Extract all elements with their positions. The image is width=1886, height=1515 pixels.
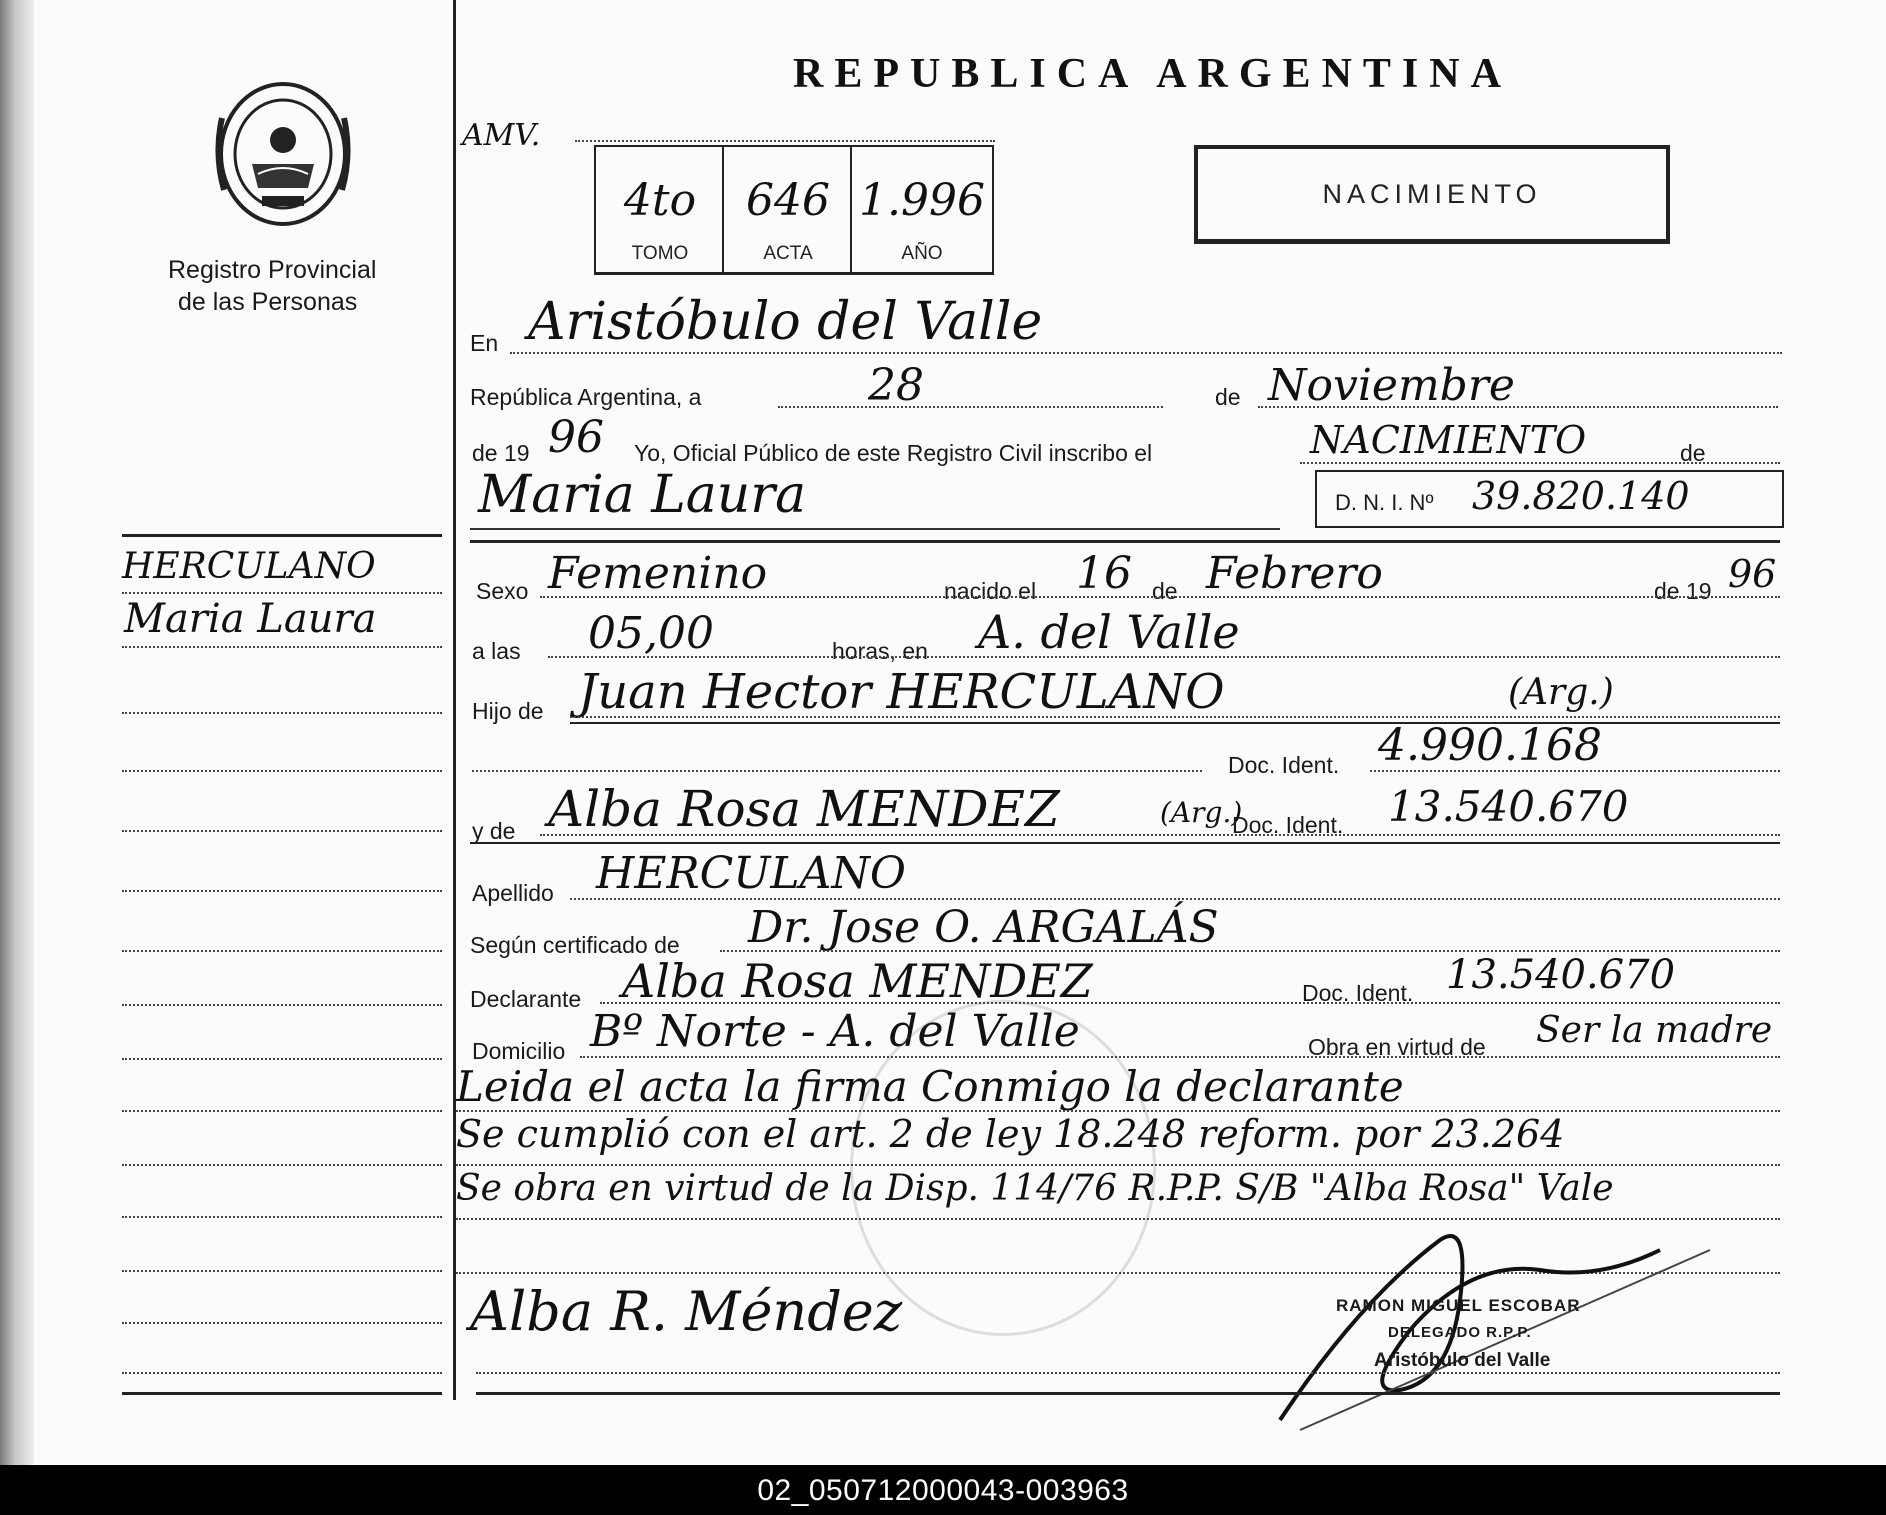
father-name-field: Juan Hector HERCULANO <box>578 664 1225 720</box>
acta-label: ACTA <box>763 243 813 264</box>
father-doc-line <box>472 770 1202 772</box>
sidebar-line-11 <box>122 1164 442 1166</box>
official-stamp-title: DELEGADO R.P.P. <box>1388 1324 1532 1341</box>
mother-doc-label: Doc. Ident. <box>1232 812 1344 838</box>
sidebar-line-1 <box>122 592 442 594</box>
sidebar-line-13 <box>122 1270 442 1272</box>
apellido-label: Apellido <box>472 880 554 906</box>
de-label-2: de <box>1680 440 1706 466</box>
official-stamp-name: RAMON MIGUEL ESCOBAR <box>1336 1296 1581 1315</box>
birth-time-field: 05,00 <box>588 608 714 659</box>
column-divider <box>453 0 456 1400</box>
mother-nationality-field: (Arg.) <box>1160 796 1243 829</box>
sidebar-bottom-rule <box>122 1392 442 1395</box>
handwritten-code: AMV. <box>462 118 541 153</box>
father-doc-label: Doc. Ident. <box>1228 752 1340 778</box>
sidebar-line-6 <box>122 890 442 892</box>
sidebar-line-2 <box>122 646 442 648</box>
annotation-line-2: Se cumplió con el art. 2 de ley 18.248 reform. por 23.264 <box>456 1112 1565 1156</box>
declarante-signature: Alba R. Méndez <box>470 1280 903 1343</box>
sidebar-line-3 <box>122 712 442 714</box>
sexo-label: Sexo <box>476 578 529 604</box>
record-reference-box <box>594 145 994 275</box>
hijo-label: Hijo de <box>472 698 544 724</box>
province-seal-icon <box>212 78 354 230</box>
sidebar-line-7 <box>122 950 442 952</box>
time-line <box>548 656 1780 658</box>
nacido-label: nacido el <box>944 578 1037 604</box>
ano-label: AÑO <box>901 243 943 264</box>
en-label: En <box>470 330 499 356</box>
code-line <box>575 140 995 142</box>
bottom-rule <box>476 1392 1780 1395</box>
country-title: REPUBLICA ARGENTINA <box>793 51 1512 97</box>
father-nationality-field: (Arg.) <box>1508 672 1614 713</box>
republica-label: República Argentina, a <box>470 384 702 410</box>
official-stamp-place: Aristóbulo del Valle <box>1374 1350 1551 1371</box>
day-line <box>778 406 1163 408</box>
apellido-field: HERCULANO <box>596 848 906 899</box>
acta-value: 646 <box>746 175 830 226</box>
father-line <box>570 716 1780 718</box>
year-suffix-field: 96 <box>548 412 604 463</box>
acta-cell <box>722 147 852 272</box>
domicilio-label: Domicilio <box>472 1038 566 1064</box>
certificado-label: Según certificado de <box>470 932 680 958</box>
inscribe-line <box>1300 462 1780 464</box>
sidebar-surname: HERCULANO <box>122 546 376 587</box>
annotation-line-1: Leida el acta la firma Conmigo la declarante <box>456 1062 1404 1111</box>
birth-year-prefix-label: de 19 <box>1654 578 1712 604</box>
inscribe-type-field: NACIMIENTO <box>1310 418 1587 462</box>
tomo-label: TOMO <box>631 243 689 264</box>
section-rule <box>470 540 1780 543</box>
father-doc-line-2 <box>1370 770 1780 772</box>
month-field: Noviembre <box>1268 360 1515 411</box>
child-name-field: Maria Laura <box>478 465 807 525</box>
tomo-cell <box>594 147 724 272</box>
month-line <box>1258 406 1778 408</box>
tomo-value: 4to <box>623 175 697 226</box>
birth-year-suffix-field: 96 <box>1728 552 1777 596</box>
annotation-line-3: Se obra en virtud de la Disp. 114/76 R.P.P. S/B "Alba Rosa" Vale <box>456 1168 1614 1209</box>
child-name-line <box>470 528 1280 530</box>
mother-name-field: Alba Rosa MENDEZ <box>548 780 1060 838</box>
sexo-line <box>540 596 1780 598</box>
domicilio-line <box>580 1056 1780 1058</box>
certificado-field: Dr. Jose O. ARGALÁS <box>748 902 1219 953</box>
mother-doc-field: 13.540.670 <box>1388 782 1629 831</box>
de-label: de <box>1215 384 1241 410</box>
sidebar-line-4 <box>122 770 442 772</box>
sidebar-line-8 <box>122 1004 442 1006</box>
domicilio-field: Bº Norte - A. del Valle <box>590 1006 1080 1057</box>
document-id: 02_050712000043-003963 <box>757 1474 1129 1507</box>
sidebar-line-14 <box>122 1322 442 1324</box>
ano-cell <box>850 147 994 272</box>
oficial-text: Yo, Oficial Público de este Registro Civil inscribo el <box>634 440 1153 466</box>
declarante-line <box>600 1002 1780 1004</box>
mother-line <box>540 834 1780 836</box>
obra-label: Obra en virtud de <box>1308 1034 1486 1060</box>
binding-edge <box>0 0 34 1465</box>
dni-value: 39.820.140 <box>1472 474 1690 518</box>
sidebar-given-names: Maria Laura <box>124 596 377 642</box>
dni-label: D. N. I. Nº <box>1335 490 1434 515</box>
y-de-label: y de <box>472 818 516 844</box>
birth-day-field: 16 <box>1076 548 1132 599</box>
sidebar-line-15 <box>122 1372 442 1374</box>
year-prefix-label: de 19 <box>472 440 530 466</box>
declarante-doc-field: 13.540.670 <box>1446 952 1676 998</box>
sidebar-line-10 <box>122 1110 442 1112</box>
record-type-label: NACIMIENTO <box>1322 179 1542 209</box>
birth-place-field: A. del Valle <box>978 605 1240 659</box>
ano-value: 1.996 <box>859 175 985 226</box>
day-field: 28 <box>868 360 924 411</box>
birth-month-field: Febrero <box>1206 548 1383 599</box>
registry-name-line2: de las Personas <box>178 288 358 316</box>
apellido-line <box>570 898 1780 900</box>
declarante-field: Alba Rosa MENDEZ <box>622 954 1093 1008</box>
declarante-label: Declarante <box>470 986 582 1012</box>
registry-name-line1: Registro Provincial <box>168 256 377 284</box>
a-las-label: a las <box>472 638 521 664</box>
dni-box <box>1315 470 1784 528</box>
mother-rule <box>470 842 1780 844</box>
record-type-box <box>1194 145 1670 244</box>
father-doc-field: 4.990.168 <box>1378 720 1602 771</box>
place-field: Aristóbulo del Valle <box>528 292 1043 352</box>
birth-de-label: de <box>1152 578 1178 604</box>
declarante-doc-label: Doc. Ident. <box>1302 980 1414 1006</box>
sidebar-line-12 <box>122 1216 442 1218</box>
obra-field: Ser la madre <box>1536 1010 1773 1051</box>
sidebar-line-5 <box>122 830 442 832</box>
horas-label: horas, en <box>832 638 928 664</box>
sidebar-top-rule <box>122 534 442 537</box>
place-line <box>510 352 1782 354</box>
sexo-field: Femenino <box>548 548 768 599</box>
signature-line <box>476 1372 1780 1374</box>
sidebar-line-9 <box>122 1058 442 1060</box>
